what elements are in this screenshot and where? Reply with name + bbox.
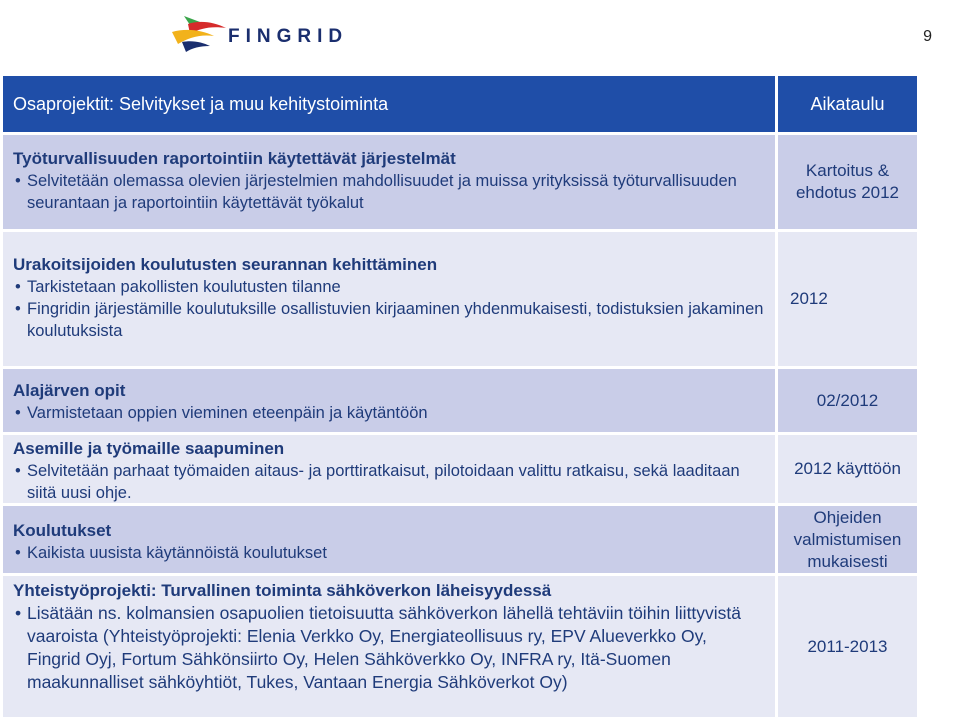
table-row-left — [3, 506, 775, 573]
table-row-left — [3, 232, 775, 366]
row-schedule: 2011-2013 — [778, 576, 917, 717]
row-schedule: Ohjeiden valmistumisen mukaisesti — [778, 506, 917, 573]
row-bullet: • Selvitetään olemassa olevien järjestelmien mahdollisuudet ja muissa yrityksissä työturvallisuuden seurantaan ja raportointiin käytettävät työkalut — [13, 170, 765, 214]
row-title: Asemille ja työmaille saapuminen — [13, 439, 285, 458]
row-schedule: Kartoitus & ehdotus 2012 — [778, 135, 917, 229]
column-header-subprojects: Osaprojektit: Selvitykset ja muu kehitystoiminta — [3, 76, 775, 132]
row-bullet: • Kaikista uusista käytännöistä koulutukset — [13, 542, 765, 564]
row-title: Työturvallisuuden raportointiin käytettävät järjestelmät — [13, 149, 456, 168]
row-schedule: 2012 käyttöön — [778, 435, 917, 503]
page-number: 9 — [923, 28, 932, 45]
table-row-left — [3, 135, 775, 229]
row-title: Koulutukset — [13, 521, 112, 540]
fingrid-logo-icon — [170, 14, 228, 54]
table-row-left — [3, 369, 775, 432]
row-title: Urakoitsijoiden koulutusten seurannan kehittäminen — [13, 255, 438, 274]
row-bullet: • Fingridin järjestämille koulutuksille osallistuvien kirjaaminen yhdenmukaisesti, todistuksien jakaminen koulutuksista — [13, 298, 765, 342]
row-bullet: • Tarkistetaan pakollisten koulutusten tilanne — [13, 276, 765, 298]
table-row-left — [3, 576, 775, 717]
row-bullet: • Lisätään ns. kolmansien osapuolien tietoisuutta sähköverkon lähellä tehtäviin töihin liittyvistä vaaroista (Yhteistyöprojekti: Elenia Verkko Oy, Energiateollisuus ry, EPV Alueverkko Oy, Fingrid Oyj, Fortum Sähkönsiirto Oy, Helen Sähköverkko Oy, INFRA ry, Itä-Suomen maakunnalliset sähköyhtiöt, Tukes, Vantaan Energia Sähköverkot Oy) — [13, 602, 765, 694]
column-header-schedule: Aikataulu — [778, 76, 917, 132]
table-row-left — [3, 435, 775, 503]
fingrid-logo — [170, 14, 360, 54]
row-schedule: 2012 — [778, 232, 917, 366]
schedule-table — [3, 76, 917, 721]
row-bullet: • Varmistetaan oppien vieminen eteenpäin ja käytäntöön — [13, 402, 765, 424]
row-bullet: • Selvitetään parhaat työmaiden aitaus- ja porttiratkaisut, pilotoidaan valittu ratkaisu, sekä laaditaan siitä uusi ohje. — [13, 460, 765, 504]
logo-text: FINGRID — [228, 26, 349, 47]
row-title: Alajärven opit — [13, 381, 126, 400]
row-title: Yhteistyöprojekti: Turvallinen toiminta sähköverkon läheisyydessä — [13, 581, 552, 600]
row-schedule: 02/2012 — [778, 369, 917, 432]
